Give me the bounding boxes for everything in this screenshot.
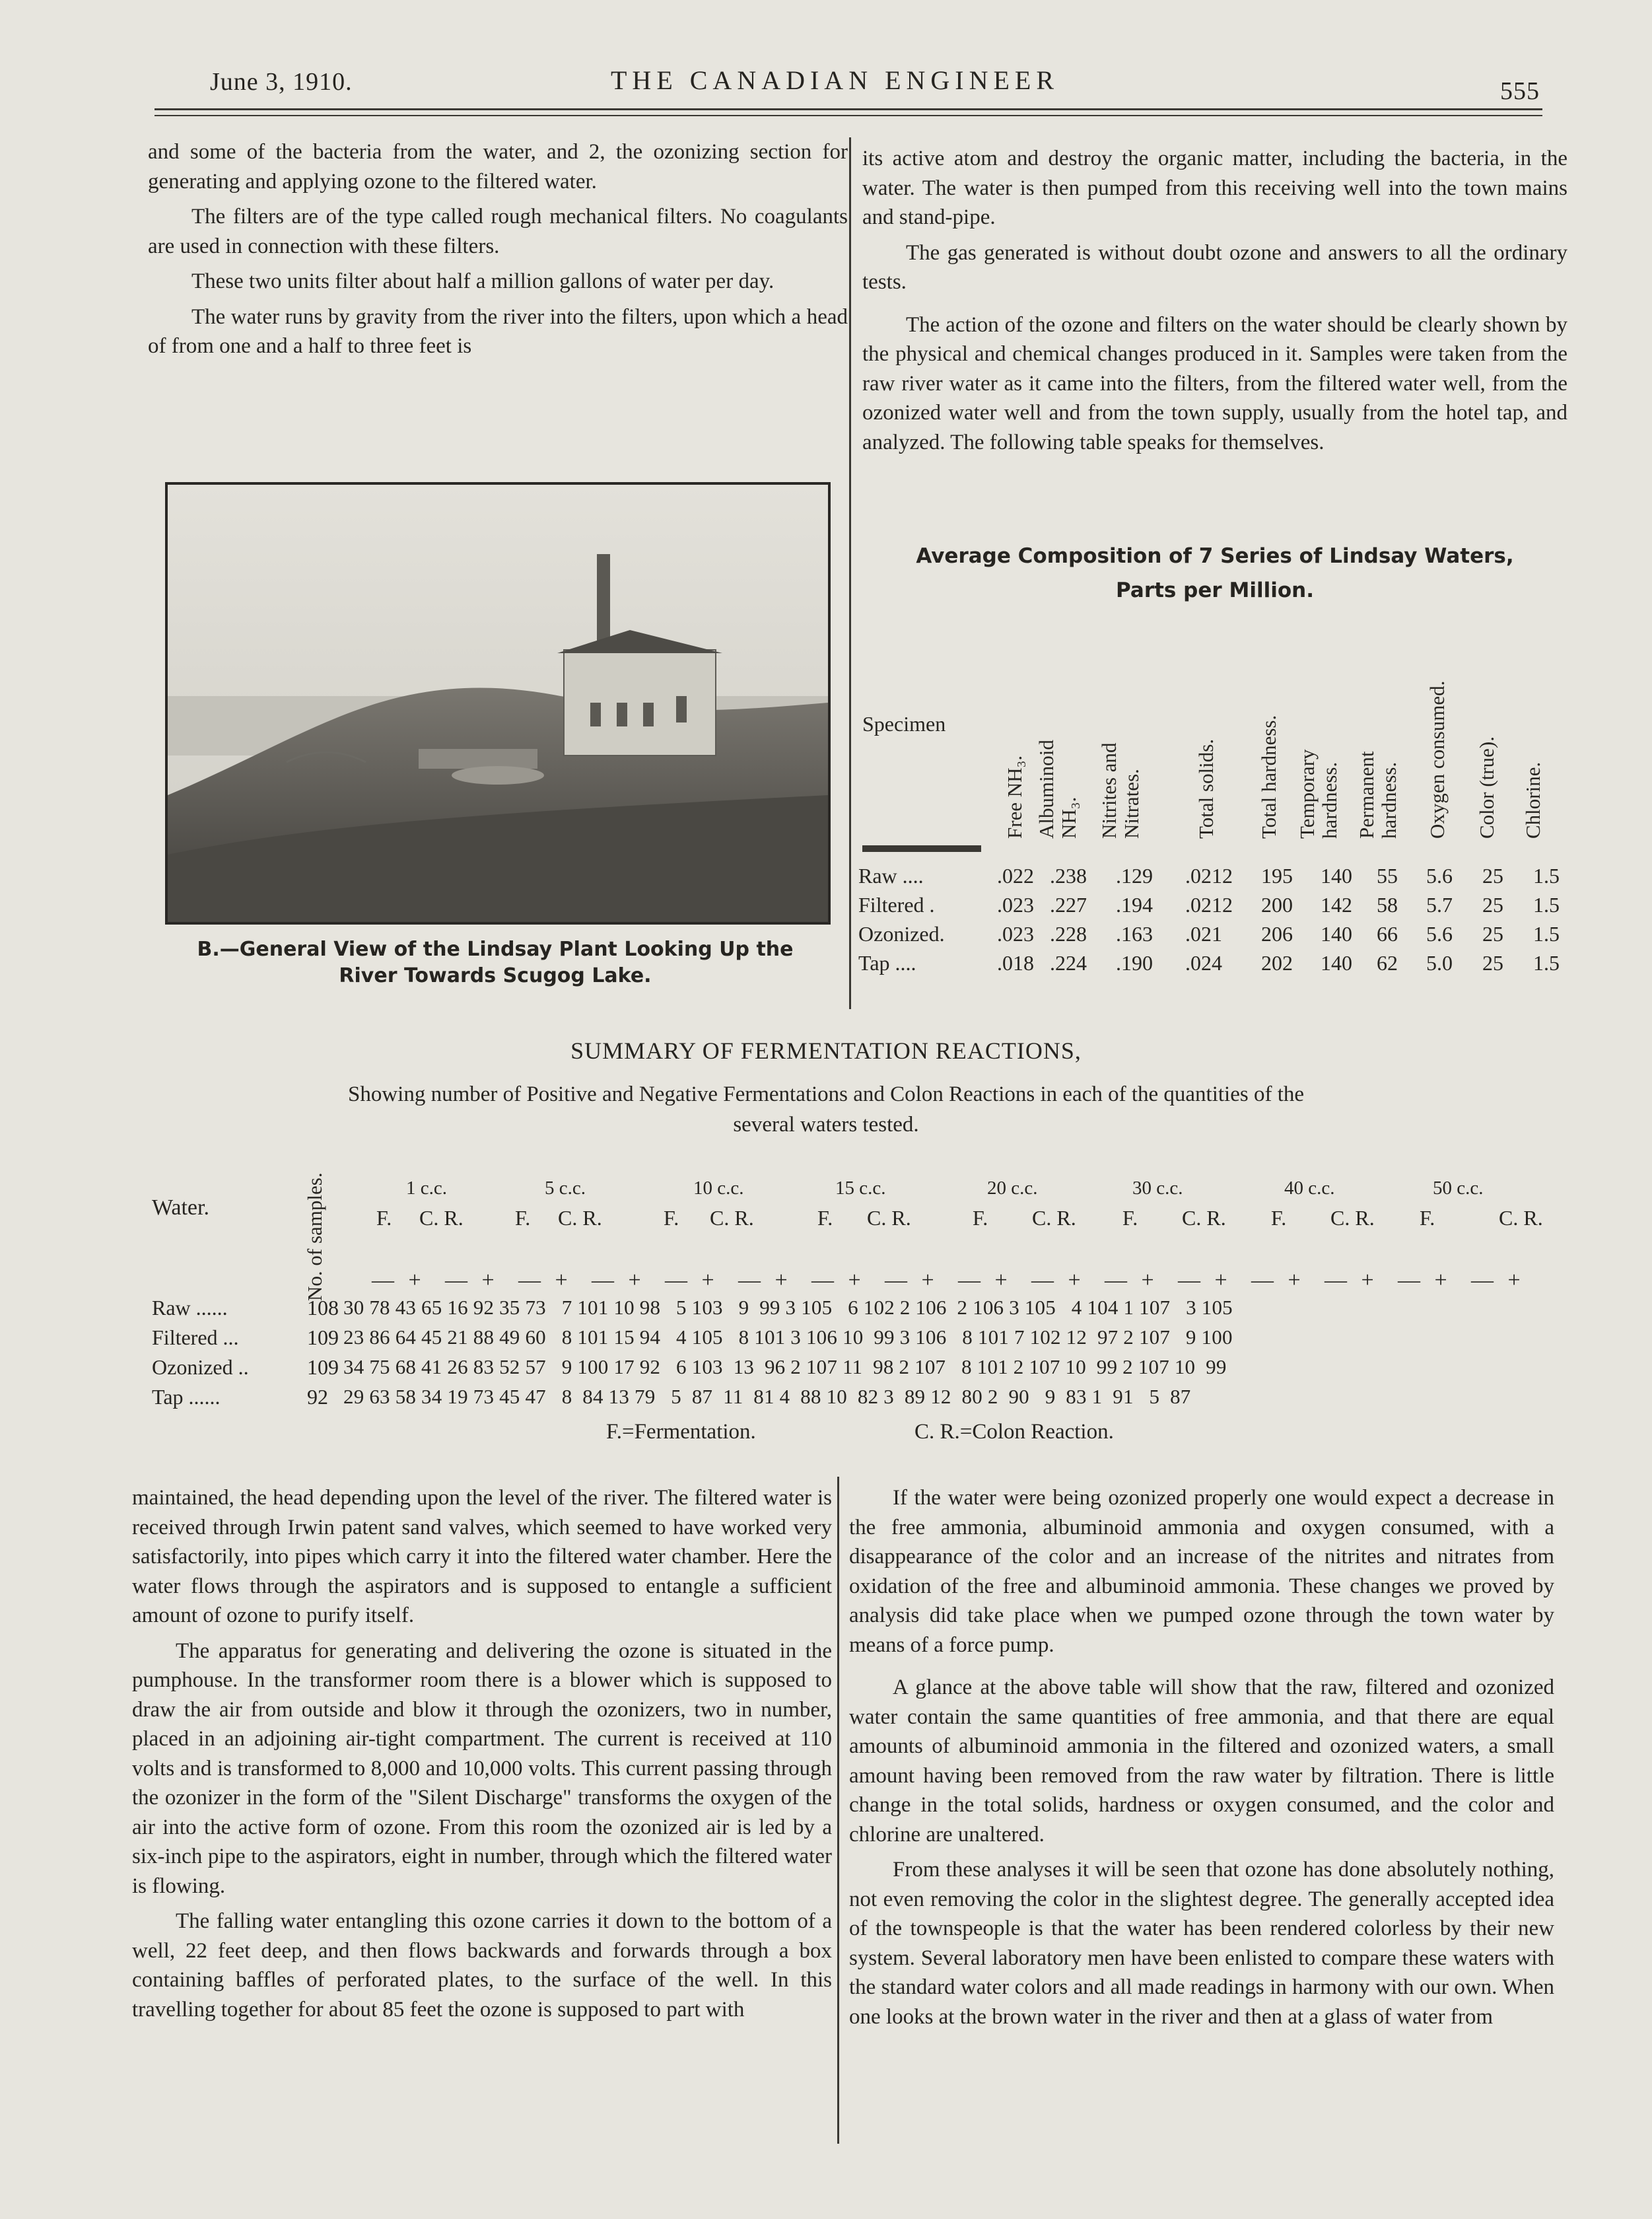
composition-cell: 1.5 [1533,864,1560,888]
sign-header: + [994,1268,1008,1292]
composition-title-line1: Average Composition of 7 Series of Lindsay Waters, [916,544,1514,568]
summary-row-values: 34 75 68 41 26 83 52 57 9 100 17 92 6 103 13 96 2 107 11 98 2 107 8 101 2 107 10 99 2 107 10 99 [343,1355,1227,1378]
composition-cell: 5.6 [1426,864,1453,888]
composition-cell: 25 [1482,893,1503,917]
composition-column-header-line: NH₃. [1057,796,1080,839]
composition-cell: .0212 [1185,864,1233,888]
composition-column-header [1258,614,1280,839]
composition-cell: 206 [1261,922,1293,946]
paragraph: A glance at the above table will show that the raw, filtered and ozonized water contain the same quantities of free ammonia, and that there are equal amounts of albuminoid ammonia in the filtered and ozonized waters, a small amount having been removed from the raw water by filtration. There is little change in the total solids, hardness or oxygen consumed, and the color and chlorine are unaltered. [849,1675,1554,1847]
sign-header: + [481,1268,495,1292]
sign-header: + [1214,1268,1227,1292]
composition-table-title [862,539,1567,608]
fermentation-subheader: F. [1420,1206,1435,1230]
paragraph: The gas generated is without doubt ozone and answers to all the ordinary tests. [862,240,1567,294]
composition-cell: .022 [997,864,1034,888]
composition-title-line2: Parts per Million. [1116,579,1314,602]
plant-photo [165,482,831,925]
column-divider-bottom [837,1477,839,2144]
left-top-column [148,137,848,367]
paragraph: These two units filter about half a million gallons of water per day. [191,269,774,293]
sign-header: — [592,1268,614,1292]
composition-cell: 1.5 [1533,922,1560,946]
quantity-header: 1 c.c. [406,1178,447,1199]
composition-cell: 5.0 [1426,951,1453,975]
composition-column-header [1296,614,1341,839]
fermentation-subheader: C. R. [867,1206,911,1230]
composition-cell: 25 [1482,951,1503,975]
composition-column-header-line: hardness. [1318,761,1341,839]
summary-row-samples: 109 [307,1355,339,1379]
sign-header: + [408,1268,421,1292]
sign-header: — [1251,1268,1274,1292]
paragraph: The apparatus for generating and delivering the ozone is situated in the pumphouse. In the transformer room there is a blower which is supposed to draw the air from outside and blow it through the ozonizers, two in number, placed in an adjoining air-tight compartment. The current is received at 110 volts and is transformed to 8,000 and 10,000 volts. This current passing through the ozonizer in the form of the "Silent Discharge" transforms the oxygen of the air into the active form of ozone. From this room the ozonized air is led by a six-inch pipe to the aspirators, eight in number, through which the filtered water is flowing. [132,1638,832,1898]
fermentation-subheader: F. [515,1206,531,1230]
composition-cell: 25 [1482,864,1503,888]
sign-header: — [665,1268,687,1292]
composition-cell: .023 [997,893,1034,917]
composition-column-header-line: Nitrates. [1120,769,1143,839]
right-bottom-column [849,1483,1554,2037]
sign-header: + [1361,1268,1374,1292]
right-top-column [862,144,1567,463]
sign-header: + [555,1268,568,1292]
composition-row-label: Ozonized. [858,922,945,946]
composition-cell: 142 [1321,893,1352,917]
sign-header: — [518,1268,541,1292]
composition-cell: .163 [1116,922,1153,946]
composition-column-header-line: Total hardness. [1257,715,1280,839]
composition-cell: .194 [1116,893,1153,917]
composition-column-header-line: Temporary [1295,749,1319,839]
paragraph: The filters are of the type called rough mechanical filters. No coagulants are used in connection with these filters. [148,205,848,258]
fermentation-subheader: C. R. [558,1206,602,1230]
composition-cell: 200 [1261,893,1293,917]
issue-date: June 3, 1910. [210,68,353,96]
paragraph: If the water were being ozonized properly one would expect a decrease in the free ammonia, albuminoid ammonia and oxygen consumed, with a disappearance of the color and an increase of the nitrites and nitrates from oxidation of the free and albuminoid ammonia. These changes we proved by analysis did take place when we pumped ozone through the town water by means of a force pump. [849,1486,1554,1657]
composition-column-header-line: Oxygen consumed. [1426,680,1449,839]
footnote-colon-reaction: C. R.=Colon Reaction. [914,1420,1114,1444]
composition-column-header [1522,614,1544,839]
composition-cell: .238 [1050,864,1087,888]
composition-column-header [1356,614,1400,839]
summary-subtitle-line2: several waters tested. [733,1113,919,1137]
quantity-header: 20 c.c. [987,1178,1038,1199]
sign-header: — [1105,1268,1127,1292]
composition-column-header [1004,614,1026,839]
composition-cell: 62 [1377,951,1398,975]
composition-column-header-line: Permanent [1355,751,1378,839]
composition-column-header-line: Albuminoid [1035,740,1058,839]
sign-header: + [1434,1268,1447,1292]
composition-column-header-line: Chlorine. [1521,761,1544,839]
fermentation-subheader: C. R. [1499,1206,1543,1230]
sign-header: + [701,1268,714,1292]
composition-cell: .018 [997,951,1034,975]
table-header-rule [862,845,981,852]
paragraph: The action of the ozone and filters on the water should be clearly shown by the physical and chemical changes produced in it. Samples were taken from the raw river water as it came into the filters, from the filtered water well, from the ozonized water well and from the town supply, usually from the hotel tap, and analyzed. The following table speaks for themselves. [862,312,1567,454]
composition-cell: 5.7 [1426,893,1453,917]
summary-row-label: Tap ...... [152,1385,221,1409]
composition-cell: 140 [1321,922,1352,946]
summary-title: SUMMARY OF FERMENTATION REACTIONS, [570,1038,1082,1064]
paragraph: its active atom and destroy the organic matter, including the bacteria, in the water. The water is then pumped from this receiving well into the town mains and stand-pipe. [862,147,1567,229]
sign-header: + [628,1268,641,1292]
sign-header: + [1068,1268,1081,1292]
fermentation-subheader: F. [1271,1206,1287,1230]
sign-header: — [1471,1268,1494,1292]
quantity-header: 5 c.c. [545,1178,586,1199]
sign-header: + [1288,1268,1301,1292]
sign-header: + [1507,1268,1521,1292]
fermentation-subheader: F. [664,1206,679,1230]
composition-cell: 202 [1261,951,1293,975]
composition-cell: 195 [1261,864,1293,888]
figure-caption [162,936,828,989]
fermentation-subheader: F. [817,1206,833,1230]
water-label: Water. [152,1195,209,1220]
sign-header: + [774,1268,788,1292]
composition-cell: 58 [1377,893,1398,917]
figure-caption-line1: B.—General View of the Lindsay Plant Looking Up the [197,938,794,961]
paragraph: maintained, the head depending upon the level of the river. The filtered water is received through Irwin patent sand valves, which seemed to have worked very satisfactorily, into pipes which carry it into the filtered water chamber. Here the water flows through the aspirators and is supposed to entangle a sufficient amount of ozone to purify itself. [132,1486,832,1627]
sign-header: + [848,1268,861,1292]
summary-row-label: Ozonized .. [152,1355,249,1379]
fermentation-subheader: F. [376,1206,392,1230]
composition-cell: .224 [1050,951,1087,975]
composition-column-header-line: Nitrites and [1097,742,1120,839]
fermentation-subheader: F. [1122,1206,1138,1230]
header-rule-bottom [155,115,1542,116]
paragraph: The falling water entangling this ozone carries it down to the bottom of a well, 22 feet deep, and then flows backwards and forwards through a box containing baffles of perforated plates, to the surface of the well. In this travelling together for about 85 feet the ozone is supposed to part with [132,1909,832,2022]
composition-cell: .024 [1185,951,1222,975]
sign-header: — [958,1268,981,1292]
composition-cell: 140 [1321,951,1352,975]
composition-column-header-line: Total solids. [1194,738,1218,839]
composition-cell: 1.5 [1533,893,1560,917]
sign-header: + [921,1268,934,1292]
fermentation-subheader: C. R. [1182,1206,1226,1230]
quantity-header: 50 c.c. [1433,1178,1484,1199]
paragraph: and some of the bacteria from the water, and 2, the ozonizing section for generating and applying ozone to the filtered water. [148,140,848,194]
composition-cell: .227 [1050,893,1087,917]
composition-column-header [1426,614,1449,839]
composition-cell: .021 [1185,922,1222,946]
summary-row-samples: 108 [307,1296,339,1320]
left-bottom-column [132,1483,832,2030]
fermentation-subheader: F. [973,1206,988,1230]
paragraph: From these analyses it will be seen that ozone has done absolutely nothing, not even removing the color in the slightest degree. The generally accepted idea of the townspeople is that the water has been rendered colorless by their new system. Several laboratory men have been enlisted to compare these waters with the standard water colors and all made readings in harmony with our own. When one looks at the brown water in the river and then at a glass of water from [849,1858,1554,2029]
composition-cell: .228 [1050,922,1087,946]
summary-row-samples: 92 [307,1385,328,1409]
summary-row-label: Raw ...... [152,1296,228,1320]
composition-cell: 55 [1377,864,1398,888]
quantity-header: 15 c.c. [835,1178,886,1199]
fermentation-subheader: C. R. [1032,1206,1076,1230]
fermentation-subheader: C. R. [1330,1206,1375,1230]
composition-column-header [1098,614,1143,839]
composition-row-label: Tap .... [858,951,916,975]
summary-row-samples: 109 [307,1325,339,1349]
figure-caption-line2: River Towards Scugog Lake. [339,964,652,987]
composition-column-header-line: Color (true). [1475,736,1498,839]
summary-row-values: 30 78 43 65 16 92 35 73 7 101 10 98 5 103 9 99 3 105 6 102 2 106 2 106 3 105 4 104 1 107 3 105 [343,1296,1233,1319]
composition-column-header-line: hardness. [1377,761,1400,839]
composition-column-header-line: Free NH₃. [1003,755,1026,839]
composition-cell: 1.5 [1533,951,1560,975]
specimen-label: Specimen [862,712,946,736]
composition-cell: .129 [1116,864,1153,888]
summary-row-values: 23 86 64 45 21 88 49 60 8 101 15 94 4 105 8 101 3 106 10 99 3 106 8 101 7 102 12 97 2 107 9 100 [343,1325,1233,1349]
paragraph: The water runs by gravity from the river into the filters, upon which a head of from one and a half to three feet is [148,304,848,358]
quantity-header: 30 c.c. [1132,1178,1183,1199]
composition-cell: 25 [1482,922,1503,946]
composition-cell: .023 [997,922,1034,946]
sign-header: — [372,1268,394,1292]
sign-header: — [1325,1268,1347,1292]
composition-cell: 5.6 [1426,922,1453,946]
quantity-header: 10 c.c. [693,1178,744,1199]
fermentation-subheader: C. R. [710,1206,754,1230]
sign-header: — [885,1268,907,1292]
sign-header: — [1178,1268,1200,1292]
sign-header: — [1398,1268,1420,1292]
column-divider-top [849,137,851,1009]
footnote-fermentation: F.=Fermentation. [606,1420,756,1444]
sign-header: — [445,1268,467,1292]
sign-header: + [1141,1268,1154,1292]
sign-header: — [811,1268,834,1292]
quantity-header: 40 c.c. [1284,1178,1335,1199]
composition-row-label: Filtered . [858,893,935,917]
journal-title: THE CANADIAN ENGINEER [611,65,1060,95]
composition-cell: 140 [1321,864,1352,888]
fermentation-subheader: C. R. [419,1206,464,1230]
composition-cell: 66 [1377,922,1398,946]
composition-cell: .190 [1116,951,1153,975]
header-rule-top [155,108,1542,110]
sign-header: — [738,1268,761,1292]
composition-column-header [1476,614,1498,839]
composition-column-header [1035,614,1080,839]
plant-photo-image [168,485,828,922]
summary-row-label: Filtered ... [152,1325,239,1349]
summary-subtitle-line1: Showing number of Positive and Negative Fermentations and Colon Reactions in each of the quantities of the [347,1082,1305,1106]
composition-row-label: Raw .... [858,864,924,888]
sign-header: — [1031,1268,1054,1292]
samples-label: No. of samples. [303,1172,326,1301]
page-number: 555 [1500,77,1540,105]
composition-column-header [1195,614,1218,839]
composition-cell: .0212 [1185,893,1233,917]
summary-row-values: 29 63 58 34 19 73 45 47 8 84 13 79 5 87 11 81 4 88 10 82 3 89 12 80 2 90 9 83 1 91 5 87 [343,1385,1191,1408]
summary-subtitle [0,1079,1652,1140]
